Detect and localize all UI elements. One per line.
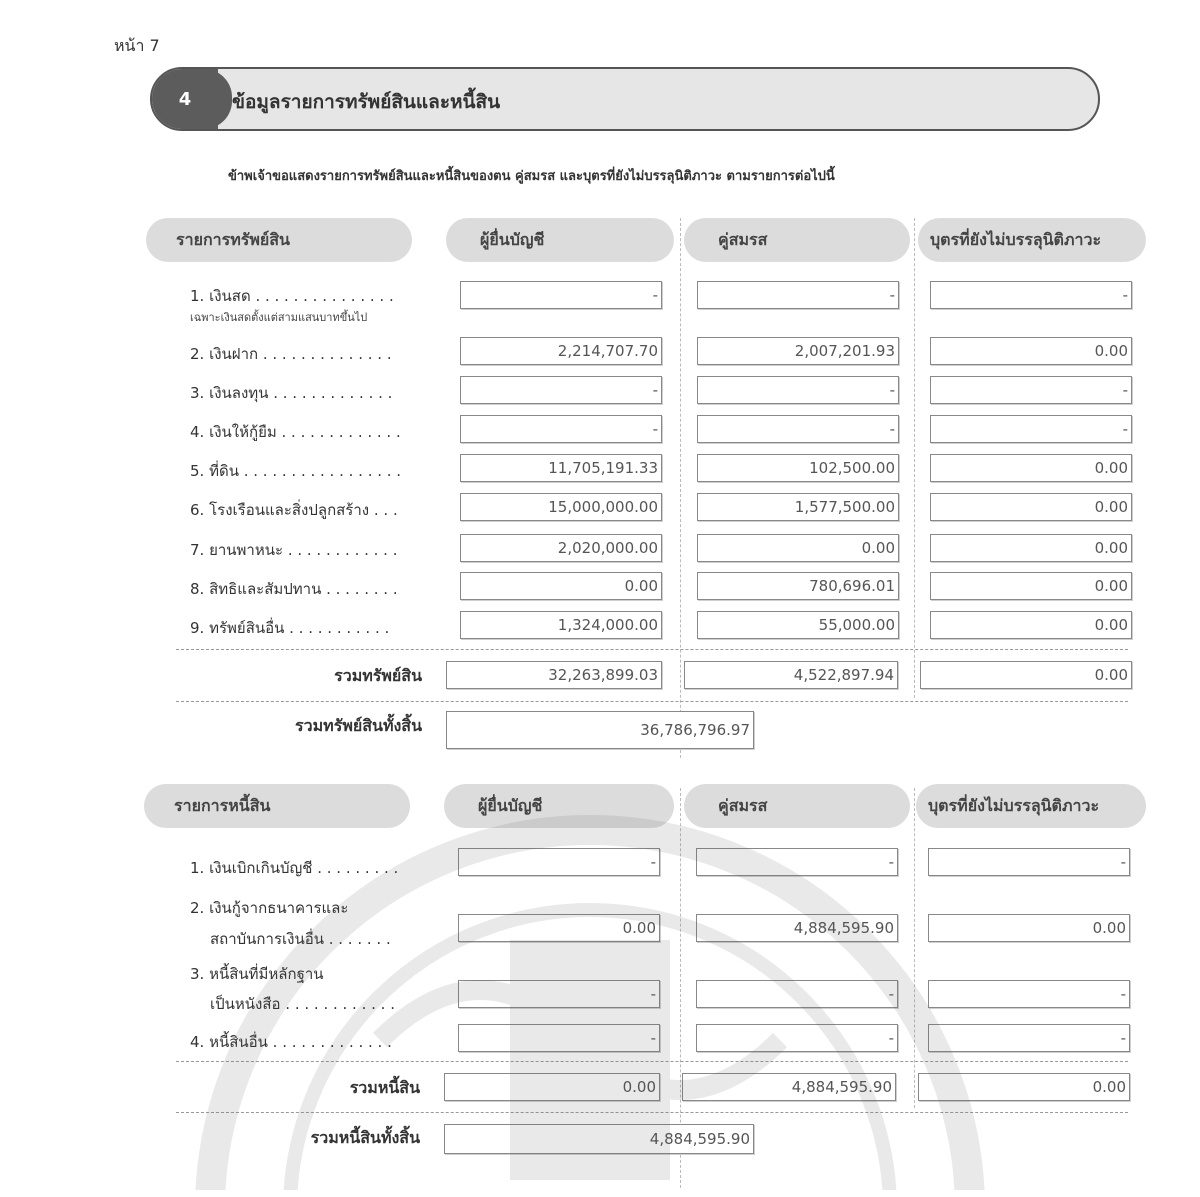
asset-label-cash: 1. เงินสด . . . . . . . . . . . . . . . xyxy=(190,287,394,305)
section-number xyxy=(152,69,218,129)
asset-building-spouse: 1,577,500.00 xyxy=(697,493,899,521)
liabilities-header-item-text: รายการหนี้สิน xyxy=(174,795,271,815)
section-number-text: 4 xyxy=(178,88,192,110)
liability-label-documented-line1: 3. หนี้สินที่มีหลักฐาน xyxy=(190,965,324,983)
asset-building-declarant: 15,000,000.00 xyxy=(460,493,662,521)
assets-header-item xyxy=(146,218,412,262)
liabilities-total-child: 0.00 xyxy=(918,1073,1130,1101)
liability-other-child: - xyxy=(928,1024,1130,1052)
asset-vehicle-spouse: 0.00 xyxy=(697,534,899,562)
asset-other-child: 0.00 xyxy=(930,611,1132,639)
asset-other-spouse: 55,000.00 xyxy=(697,611,899,639)
asset-investment-declarant: - xyxy=(460,376,662,404)
liability-documented-child: - xyxy=(928,980,1130,1008)
liabilities-header-item xyxy=(144,784,410,828)
liabilities-grand-total-value: 4,884,595.90 xyxy=(444,1124,754,1154)
asset-deposit-child: 0.00 xyxy=(930,337,1132,365)
asset-other-declarant: 1,324,000.00 xyxy=(460,611,662,639)
asset-label-deposit: 2. เงินฝาก . . . . . . . . . . . . . . xyxy=(190,345,392,363)
assets-header-child-text: บุตรที่ยังไม่บรรลุนิติภาวะ xyxy=(930,229,1102,249)
liability-bank-loan-spouse: 4,884,595.90 xyxy=(696,914,898,942)
asset-note-cash: เฉพาะเงินสดตั้งแต่สามแสนบาทขึ้นไป xyxy=(190,311,368,324)
liability-other-spouse: - xyxy=(696,1024,898,1052)
asset-rights-spouse: 780,696.01 xyxy=(697,572,899,600)
assets-header-spouse-text: คู่สมรส xyxy=(718,229,768,249)
liabilities-header-child-text: บุตรที่ยังไม่บรรลุนิติภาวะ xyxy=(928,795,1100,815)
liability-label-other: 4. หนี้สินอื่น . . . . . . . . . . . . . xyxy=(190,1033,392,1051)
liability-documented-declarant: - xyxy=(458,980,660,1008)
asset-label-rights: 8. สิทธิและสัมปทาน . . . . . . . . xyxy=(190,580,398,598)
page-number: หน้า 7 xyxy=(114,36,160,55)
asset-label-investment: 3. เงินลงทุน . . . . . . . . . . . . . xyxy=(190,384,393,402)
liabilities-total-declarant: 0.00 xyxy=(444,1073,660,1101)
asset-land-child: 0.00 xyxy=(930,454,1132,482)
asset-cash-child: - xyxy=(930,281,1132,309)
assets-grand-total-value: 36,786,796.97 xyxy=(446,711,754,749)
liabilities-header-spouse-text: คู่สมรส xyxy=(718,795,768,815)
asset-label-vehicle: 7. ยานพาหนะ . . . . . . . . . . . . xyxy=(190,541,398,559)
liability-label-bank-loan-line2: สถาบันการเงินอื่น . . . . . . . xyxy=(210,930,391,948)
asset-cash-declarant: - xyxy=(460,281,662,309)
liability-label-overdraft: 1. เงินเบิกเกินบัญชี . . . . . . . . . xyxy=(190,859,399,877)
column-separator xyxy=(914,788,915,1108)
section-title: ข้อมูลรายการทรัพย์สินและหนี้สิน xyxy=(232,91,501,113)
section-banner xyxy=(150,67,1100,131)
divider xyxy=(176,649,1128,650)
divider xyxy=(176,1112,1128,1113)
assets-header-declarant xyxy=(446,218,674,262)
asset-loan-declarant: - xyxy=(460,415,662,443)
asset-land-declarant: 11,705,191.33 xyxy=(460,454,662,482)
asset-investment-spouse: - xyxy=(697,376,899,404)
asset-vehicle-declarant: 2,020,000.00 xyxy=(460,534,662,562)
liability-overdraft-spouse: - xyxy=(696,848,898,876)
liability-label-documented-line2: เป็นหนังสือ . . . . . . . . . . . . xyxy=(210,995,395,1013)
assets-total-child: 0.00 xyxy=(920,661,1132,689)
asset-land-spouse: 102,500.00 xyxy=(697,454,899,482)
asset-label-land: 5. ที่ดิน . . . . . . . . . . . . . . . . . xyxy=(190,462,402,480)
liability-overdraft-declarant: - xyxy=(458,848,660,876)
column-separator xyxy=(680,218,681,758)
asset-rights-declarant: 0.00 xyxy=(460,572,662,600)
liability-label-bank-loan-line1: 2. เงินกู้จากธนาคารและ xyxy=(190,899,349,917)
assets-header-declarant-text: ผู้ยื่นบัญชี xyxy=(480,229,545,249)
asset-label-building: 6. โรงเรือนและสิ่งปลูกสร้าง . . . xyxy=(190,501,398,519)
asset-deposit-declarant: 2,214,707.70 xyxy=(460,337,662,365)
asset-label-other: 9. ทรัพย์สินอื่น . . . . . . . . . . . xyxy=(190,619,390,637)
asset-building-child: 0.00 xyxy=(930,493,1132,521)
assets-total-label: รวมทรัพย์สิน xyxy=(334,666,422,685)
asset-deposit-spouse: 2,007,201.93 xyxy=(697,337,899,365)
divider xyxy=(176,1061,1128,1062)
liability-bank-loan-declarant: 0.00 xyxy=(458,914,660,942)
asset-investment-child: - xyxy=(930,376,1132,404)
liabilities-header-declarant-text: ผู้ยื่นบัญชี xyxy=(478,795,543,815)
divider xyxy=(176,701,1128,702)
asset-rights-child: 0.00 xyxy=(930,572,1132,600)
liabilities-total-label: รวมหนี้สิน xyxy=(349,1078,420,1097)
liability-bank-loan-child: 0.00 xyxy=(928,914,1130,942)
liabilities-header-declarant xyxy=(444,784,674,828)
assets-total-declarant: 32,263,899.03 xyxy=(446,661,662,689)
asset-loan-child: - xyxy=(930,415,1132,443)
liability-other-declarant: - xyxy=(458,1024,660,1052)
assets-header-child xyxy=(918,218,1146,262)
intro-text: ข้าพเจ้าขอแสดงรายการทรัพย์สินและหนี้สินของตน คู่สมรส และบุตรที่ยังไม่บรรลุนิติภาวะ ตามรายการต่อไปนี้ xyxy=(228,169,835,184)
liabilities-header-spouse xyxy=(684,784,910,828)
liabilities-grand-total-label: รวมหนี้สินทั้งสิ้น xyxy=(310,1128,420,1147)
assets-grand-total-label: รวมทรัพย์สินทั้งสิ้น xyxy=(295,716,422,735)
asset-label-loan: 4. เงินให้กู้ยืม . . . . . . . . . . . . . xyxy=(190,423,401,441)
assets-total-spouse: 4,522,897.94 xyxy=(684,661,898,689)
liability-overdraft-child: - xyxy=(928,848,1130,876)
assets-header-spouse xyxy=(684,218,910,262)
asset-cash-spouse: - xyxy=(697,281,899,309)
liabilities-header-child xyxy=(916,784,1146,828)
assets-header-item-text: รายการทรัพย์สิน xyxy=(176,229,290,249)
liability-documented-spouse: - xyxy=(696,980,898,1008)
asset-loan-spouse: - xyxy=(697,415,899,443)
asset-vehicle-child: 0.00 xyxy=(930,534,1132,562)
column-separator xyxy=(914,218,915,698)
liabilities-total-spouse: 4,884,595.90 xyxy=(682,1073,896,1101)
